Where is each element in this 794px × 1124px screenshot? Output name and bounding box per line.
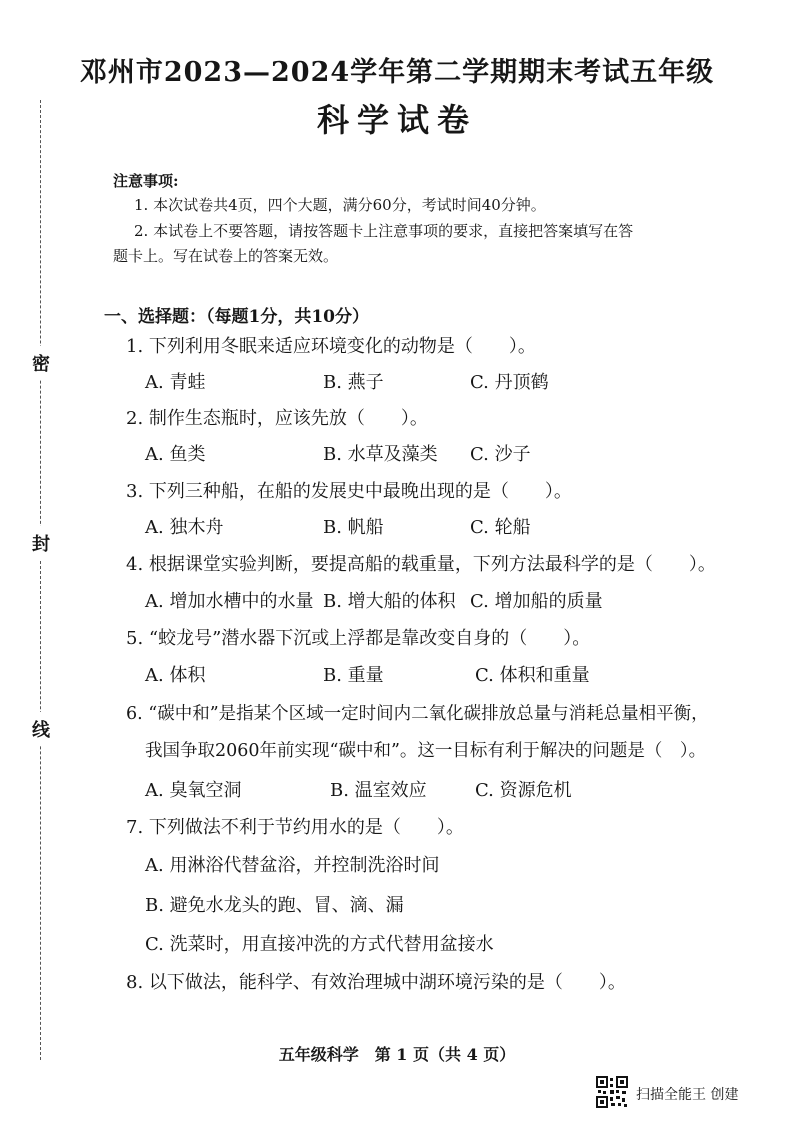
q4-option-a: A. 增加水槽中的水量 [145,591,314,612]
q1-option-a: A. 青蛙 [145,372,206,393]
q7-option-b: B. 避免水龙头的跑、冒、滴、漏 [145,895,404,916]
page-footer: 五年级科学 第 1 页（共 4 页） [278,1045,516,1064]
section-heading-choice: 一、选择题：（每题1分，共10分） [104,307,369,327]
question-4: 4. 根据课堂实验判断，要提高船的载重量，下列方法最科学的是（ ）。 [126,554,716,575]
question-1: 1. 下列利用冬眠来适应环境变化的动物是（ ）。 [126,336,536,357]
scanner-watermark: 扫描全能王 创建 [636,1087,739,1103]
q7-option-a: A. 用淋浴代替盆浴，并控制洗浴时间 [145,855,440,876]
question-5: 5. “蛟龙号”潜水器下沉或上浮都是靠改变自身的（ ）。 [126,628,591,649]
q1-option-c: C. 丹顶鹤 [470,372,549,393]
binding-char-feng: 封 [30,526,52,560]
q2-option-a: A. 鱼类 [145,444,206,465]
q1-option-b: B. 燕子 [323,372,384,393]
question-6-cont: 我国争取2060年前实现“碳中和”。这一目标有利于解决的问题是（ ）。 [145,741,707,761]
exam-title: 邓州市2023—2024学年第二学期期末考试五年级 [79,57,715,88]
question-3: 3. 下列三种船，在船的发展史中最晚出现的是（ ）。 [126,481,572,502]
q4-option-c: C. 增加船的质量 [470,591,603,612]
q2-option-b: B. 水草及藻类 [323,444,438,465]
q5-option-c: C. 体积和重量 [475,665,590,686]
q7-option-c: C. 洗菜时，用直接冲洗的方式代替用盆接水 [145,934,494,955]
note-2: 2. 本试卷上不要答题，请按答题卡上注意事项的要求，直接把答案填写在答 [134,222,634,240]
q3-option-c: C. 轮船 [470,517,531,538]
binding-char-xian: 线 [30,712,52,746]
question-2: 2. 制作生态瓶时，应该先放（ ）。 [126,408,428,429]
binding-char-mi: 密 [30,346,52,380]
note-1: 1. 本次试卷共4页，四个大题，满分60分，考试时间40分钟。 [134,196,546,214]
q6-option-c: C. 资源危机 [475,780,572,801]
q5-option-a: A. 体积 [145,665,206,686]
q4-option-b: B. 增大船的体积 [323,591,456,612]
q5-option-b: B. 重量 [323,665,384,686]
qr-code-icon [596,1076,628,1108]
question-7: 7. 下列做法不利于节约用水的是（ ）。 [126,817,464,838]
q6-option-a: A. 臭氧空洞 [145,780,242,801]
question-8: 8. 以下做法，能科学、有效治理城中湖环境污染的是（ ）。 [126,972,626,993]
binding-line [40,100,41,1060]
q2-option-c: C. 沙子 [470,444,531,465]
question-6: 6. “碳中和”是指某个区域一定时间内二氧化碳排放总量与消耗总量相平衡， [126,704,709,724]
q6-option-b: B. 温室效应 [330,780,427,801]
q3-option-b: B. 帆船 [323,517,384,538]
q3-option-a: A. 独木舟 [145,517,224,538]
notes-heading: 注意事项: [113,172,179,190]
exam-subject-title: 科学试卷 [316,101,477,139]
note-2-cont: 题卡上。写在试卷上的答案无效。 [113,247,339,265]
